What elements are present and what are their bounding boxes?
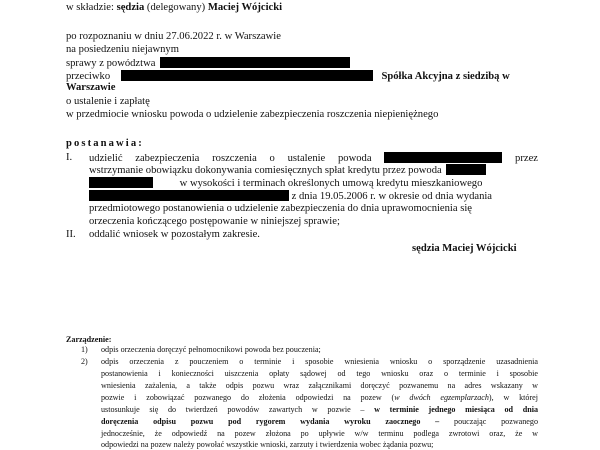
ruling-item-1-text-a: udzielić zabezpieczenia roszczenia o ustalenie powoda xyxy=(89,153,372,164)
case-line-defendant xyxy=(66,70,510,83)
ruling-item-1-text-d: w wysokości i terminach określonych umową kredytu mieszkaniowego xyxy=(179,178,483,189)
order-item-2-line-7 xyxy=(101,429,538,438)
ruling-item-1-text-c: wstrzymanie obowiązku dokonywania comiesięcznych spłat kredytu przez powoda xyxy=(89,165,442,176)
composition-prefix: w składzie: xyxy=(66,2,117,13)
case-line-claimant xyxy=(66,57,350,70)
order-item-1-number: 1) xyxy=(81,345,88,354)
claimant-label: sprawy z powództwa xyxy=(66,58,156,69)
ruling-item-1-line-2 xyxy=(89,164,486,177)
composition-judge: Maciej Wójcicki xyxy=(207,2,283,13)
order-item-2-line-5 xyxy=(101,405,538,414)
ruling-item-1-line-6: orzeczenia kończącego postępowanie w niniejszej sprawie; xyxy=(89,216,340,227)
redaction-claimant-4 xyxy=(89,177,153,188)
order-item-2-line-2 xyxy=(101,369,538,378)
ruling-item-1-number: I. xyxy=(66,152,73,163)
composition-delegated: (delegowany) xyxy=(144,2,208,13)
ruling-item-2: oddalić wniosek w pozostałym zakresie. xyxy=(89,229,260,240)
order-item-2-text-7: jednocześnie, że odpowiedź na pozew złożona po upływie w/w terminu podlega zwrotowi oraz, że w xyxy=(101,429,538,438)
judge-signature: sędzia Maciej Wójcicki xyxy=(412,243,517,254)
ruling-item-1-text-e: z dnia 19.05.2006 r. w okresie od dnia wydania xyxy=(291,191,493,202)
order-item-2-number: 2) xyxy=(81,357,88,366)
order-item-2-line-3 xyxy=(101,381,538,390)
case-line-session: na posiedzeniu niejawnym xyxy=(66,44,179,55)
ruling-item-1-line-3 xyxy=(89,177,482,190)
defendant-label: przeciwko xyxy=(66,71,111,82)
order-item-1: odpis orzeczenia doręczyć pełnomocnikowi powoda bez pouczenia; xyxy=(101,345,321,354)
order-item-2-text-4a: pozwie i zobowiązać pozwanego do złożenia odpowiedzi na pozew ( xyxy=(101,393,395,402)
case-line-subject: o ustalenie i zapłatę xyxy=(66,96,150,107)
order-item-2-text-5a: ustosunkuje się do twierdzeń powodów zawartych w pozwie – xyxy=(101,405,365,414)
order-item-2-text-6a: doręczenia odpisu pozwu pod rygorem wydania wyroku zaocznego – xyxy=(101,417,440,426)
ruling-item-1-line-4 xyxy=(89,190,492,203)
order-item-2-text-6b: pouczając pozwanego xyxy=(454,417,538,426)
ruling-item-1-text-b: przez xyxy=(515,153,538,164)
case-line-date: po rozpoznaniu w dniu 27.06.2022 r. w Warszawie xyxy=(66,31,281,42)
defendant-city: Warszawie xyxy=(66,82,116,93)
case-line-motion: w przedmiocie wniosku powoda o udzielenie zabezpieczenia roszczenia niepieniężnego xyxy=(66,109,439,120)
defendant-company: Spółka Akcyjna z siedzibą w xyxy=(381,71,510,82)
redaction-defendant xyxy=(121,70,373,81)
redaction-claimant-3 xyxy=(446,164,486,175)
composition-role: sędzia xyxy=(116,2,145,13)
composition-line xyxy=(66,2,282,14)
order-item-2-text-2: postanowienia i konieczności uiszczenia opłaty sądowej od tego wniosku oraz o terminie i sposobie xyxy=(101,369,538,378)
order-item-2-line-8: odpowiedzi na pozew należy powołać wszystkie wnioski, zarzuty i twierdzenia wobec żądania pozwu; xyxy=(101,440,434,449)
order-item-2-line-6 xyxy=(101,417,538,426)
ruling-item-1-line-5: przedmiotowego postanowienia o udzielenie zabezpieczenia do dnia uprawomocnienia się xyxy=(89,203,472,214)
order-item-2-line-1 xyxy=(101,357,538,366)
order-item-2-text-5b: w terminie jednego miesiąca od dnia xyxy=(374,405,538,414)
ruling-item-2-number: II. xyxy=(66,229,76,240)
order-item-2-text-1: odpis orzeczenia z pouczeniem o terminie i sposobie wniesienia wniosku o sporządzenie uzasadnienia xyxy=(101,357,538,366)
order-item-2-line-4 xyxy=(101,393,538,402)
order-item-2-text-4c: ), w której xyxy=(488,393,538,402)
redaction-contract xyxy=(89,190,289,201)
redaction-claimant-2 xyxy=(384,152,502,163)
redaction-claimant xyxy=(160,57,350,68)
order-item-2-text-3: wniesienia zażalenia, a także odpis pozwu wraz załącznikami doręczyć pozwanemu na adres wskazany w xyxy=(101,381,538,390)
order-heading: Zarządzenie: xyxy=(66,335,112,344)
ruling-heading: postanawia: xyxy=(66,138,144,149)
order-item-2-text-4b: w dwóch egzemplarzach xyxy=(394,393,489,402)
